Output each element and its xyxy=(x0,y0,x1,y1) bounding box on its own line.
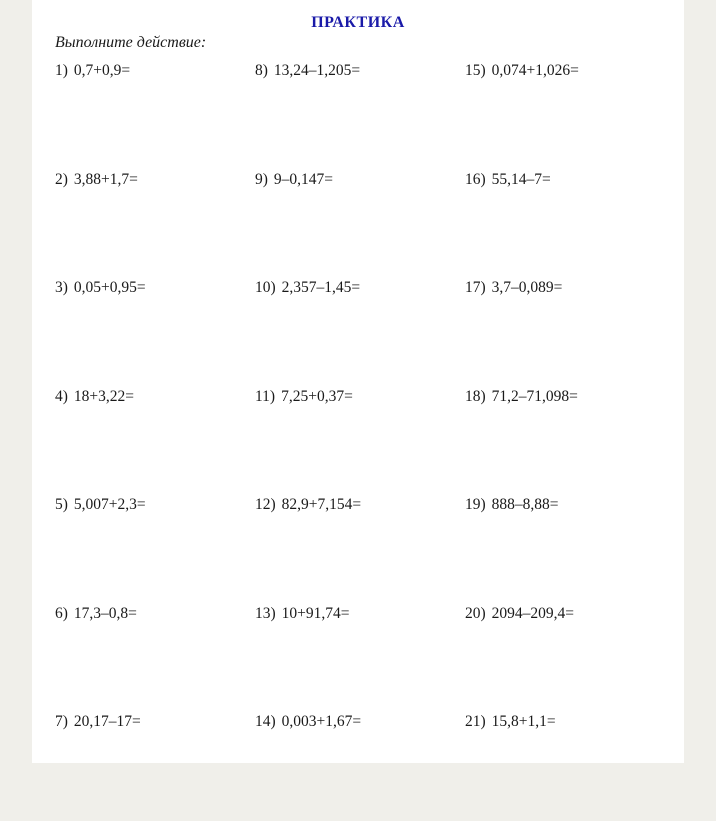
problem-column-3 xyxy=(465,61,665,821)
problem-item xyxy=(55,387,255,496)
problem-item xyxy=(255,278,455,387)
problem-expression: 0,003+1,67= xyxy=(281,713,362,730)
problem-expression: 888–8,88= xyxy=(491,496,559,513)
problem-expression: 2094–209,4= xyxy=(491,604,575,622)
problem-item xyxy=(255,495,455,604)
problem-expression: 15,8+1,1= xyxy=(491,713,556,730)
problem-number: 4) xyxy=(55,387,68,405)
problem-number: 9) xyxy=(255,170,268,188)
problem-expression: 2,357–1,45= xyxy=(281,279,361,296)
problem-item xyxy=(465,61,665,170)
problem-expression: 71,2–71,098= xyxy=(491,387,578,405)
problem-number: 2) xyxy=(55,170,68,188)
problem-expression: 0,05+0,95= xyxy=(73,279,146,296)
problem-item xyxy=(465,604,665,713)
problem-number: 12) xyxy=(255,496,276,513)
problem-number: 14) xyxy=(255,713,276,730)
problem-item xyxy=(465,712,665,821)
page-title: ПРАКТИКА xyxy=(311,14,405,31)
problem-column-1 xyxy=(55,61,255,821)
problem-number: 6) xyxy=(55,604,68,622)
problem-item xyxy=(255,61,455,170)
problem-expression: 55,14–7= xyxy=(491,170,551,188)
problem-number: 18) xyxy=(465,387,486,405)
problem-item xyxy=(55,495,255,604)
problem-expression: 20,17–17= xyxy=(73,713,141,730)
problem-number: 5) xyxy=(55,496,68,513)
problem-number: 1) xyxy=(55,62,68,79)
problem-item xyxy=(465,495,665,604)
problem-item xyxy=(255,170,455,279)
problem-item xyxy=(465,170,665,279)
problem-number: 19) xyxy=(465,496,486,513)
problem-expression: 3,88+1,7= xyxy=(73,170,138,188)
problem-item xyxy=(255,387,455,496)
problem-item xyxy=(465,278,665,387)
problem-expression: 82,9+7,154= xyxy=(281,496,362,513)
problem-expression: 7,25+0,37= xyxy=(281,387,353,405)
problem-number: 16) xyxy=(465,170,486,188)
problem-number: 7) xyxy=(55,713,68,730)
problem-number: 8) xyxy=(255,62,268,79)
problem-number: 21) xyxy=(465,713,486,730)
problem-expression: 0,7+0,9= xyxy=(73,62,131,79)
problem-number: 11) xyxy=(255,387,276,405)
problem-item xyxy=(255,604,455,713)
problem-expression: 10+91,74= xyxy=(281,604,350,622)
problem-item xyxy=(55,61,255,170)
problem-expression: 17,3–0,8= xyxy=(73,604,137,622)
problem-column-2 xyxy=(255,61,455,821)
problem-expression: 5,007+2,3= xyxy=(73,496,146,513)
problem-number: 17) xyxy=(465,279,486,296)
problem-item xyxy=(55,712,255,821)
problem-item xyxy=(55,170,255,279)
problem-number: 20) xyxy=(465,604,486,622)
problem-expression: 3,7–0,089= xyxy=(491,279,563,296)
instruction-text: Выполните действие: xyxy=(55,34,207,51)
problem-number: 10) xyxy=(255,279,276,296)
problem-item xyxy=(255,712,455,821)
problem-number: 13) xyxy=(255,604,276,622)
problem-item xyxy=(55,278,255,387)
problem-expression: 9–0,147= xyxy=(273,170,334,188)
problem-number: 15) xyxy=(465,62,486,79)
problem-expression: 0,074+1,026= xyxy=(491,62,579,79)
problem-expression: 13,24–1,205= xyxy=(273,62,361,79)
problem-expression: 18+3,22= xyxy=(73,387,135,405)
problem-item xyxy=(55,604,255,713)
problem-number: 3) xyxy=(55,279,68,296)
problem-item xyxy=(465,387,665,496)
